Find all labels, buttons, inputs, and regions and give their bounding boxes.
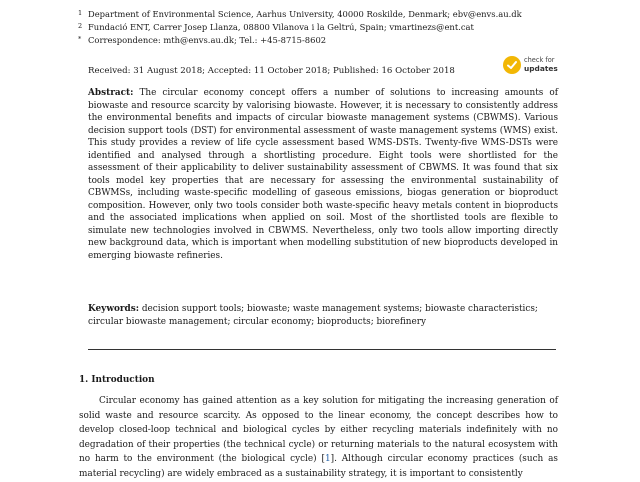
affiliation-mark: 2 [78, 22, 83, 30]
affiliation-2 [78, 22, 608, 33]
intro-text-2: ]. Although circular economy practices (such as material recycling) are widely embraced as a sustainability strategy, it is important to consistently [79, 454, 558, 479]
publication-dates: Received: 31 August 2018; Accepted: 11 October 2018; Published: 16 October 2018 [88, 66, 455, 76]
citation-link[interactable]: 1 [324, 454, 331, 465]
abstract-label: Abstract: [88, 88, 134, 98]
affiliation-text: Correspondence: mth@envs.au.dk; Tel.: +45-8715-8602 [88, 35, 327, 45]
abstract [88, 87, 558, 262]
section-divider [88, 349, 556, 350]
affiliation-text: Department of Environmental Science, Aarhus University, 40000 Roskilde, Denmark; ebv@envs.au.dk [88, 9, 522, 19]
affiliation-1 [78, 9, 608, 20]
correspondence [78, 35, 608, 46]
keywords [88, 303, 558, 329]
affiliation-mark: 1 [78, 9, 83, 17]
section-title: 1. Introduction [79, 375, 155, 385]
abstract-text: The circular economy concept offers a number of solutions to increasing amounts of biowaste and resource scarcity by valorising biowaste. However, it is necessary to consistently address the environmental benefits and impacts of circular biowaste management systems (CBWMS). Various decision support tools (DST) for environmental assessment of waste management systems (WMS) exist. This study provides a review of life cycle assessment based WMS-DSTs. Twenty-five WMS-DSTs were identified and analysed through a shortlisting procedure. Eight tools were shortlisted for the assessment of their applicability to deliver sustainability assessment of CBWMS. It was found that six tools model key properties that are necessary for assessing the environmental sustainability of CBWMSs, including waste-specific modelling of gaseous emissions, biogas generation or bioproduct composition. However, only two tools consider both waste-specific heavy metals content in bioproducts and the associated implications when applied on soil. Most of the shortlisted tools are flexible to simulate new technologies involved in CBWMS. Nevertheless, only two tools allow importing directly new background data, which is important when modelling substitution of new bioproducts developed in emerging biowaste refineries. [88, 88, 558, 261]
checkmark-icon [503, 56, 521, 74]
badge-line1: check for [524, 56, 555, 64]
keywords-text: decision support tools; biowaste; waste management systems; biowaste characteristics; circular biowaste management; circular economy; bioproducts; biorefinery [88, 304, 538, 327]
badge-line2: updates [524, 64, 558, 73]
check-for-updates-badge[interactable] [503, 55, 563, 77]
intro-paragraph [79, 394, 558, 482]
intro-text-1: Circular economy has gained attention as a key solution for mitigating the increasing generation of solid waste and resource scarcity. As opposed to the linear economy, the concept describes how to develop closed-loop technical and biological cycles by either recycling materials indefinitely with no degradation of their properties (the technical cycle) or returning materials to the natural ecosystem with no harm to the environment (the biological cycle) [ [79, 396, 558, 465]
affiliation-mark: * [78, 35, 82, 43]
affiliation-text: Fundació ENT, Carrer Josep Llanza, 08800 Vilanova i la Geltrú, Spain; vmartinezs@ent.cat [88, 22, 474, 32]
keywords-label: Keywords: [88, 304, 140, 314]
